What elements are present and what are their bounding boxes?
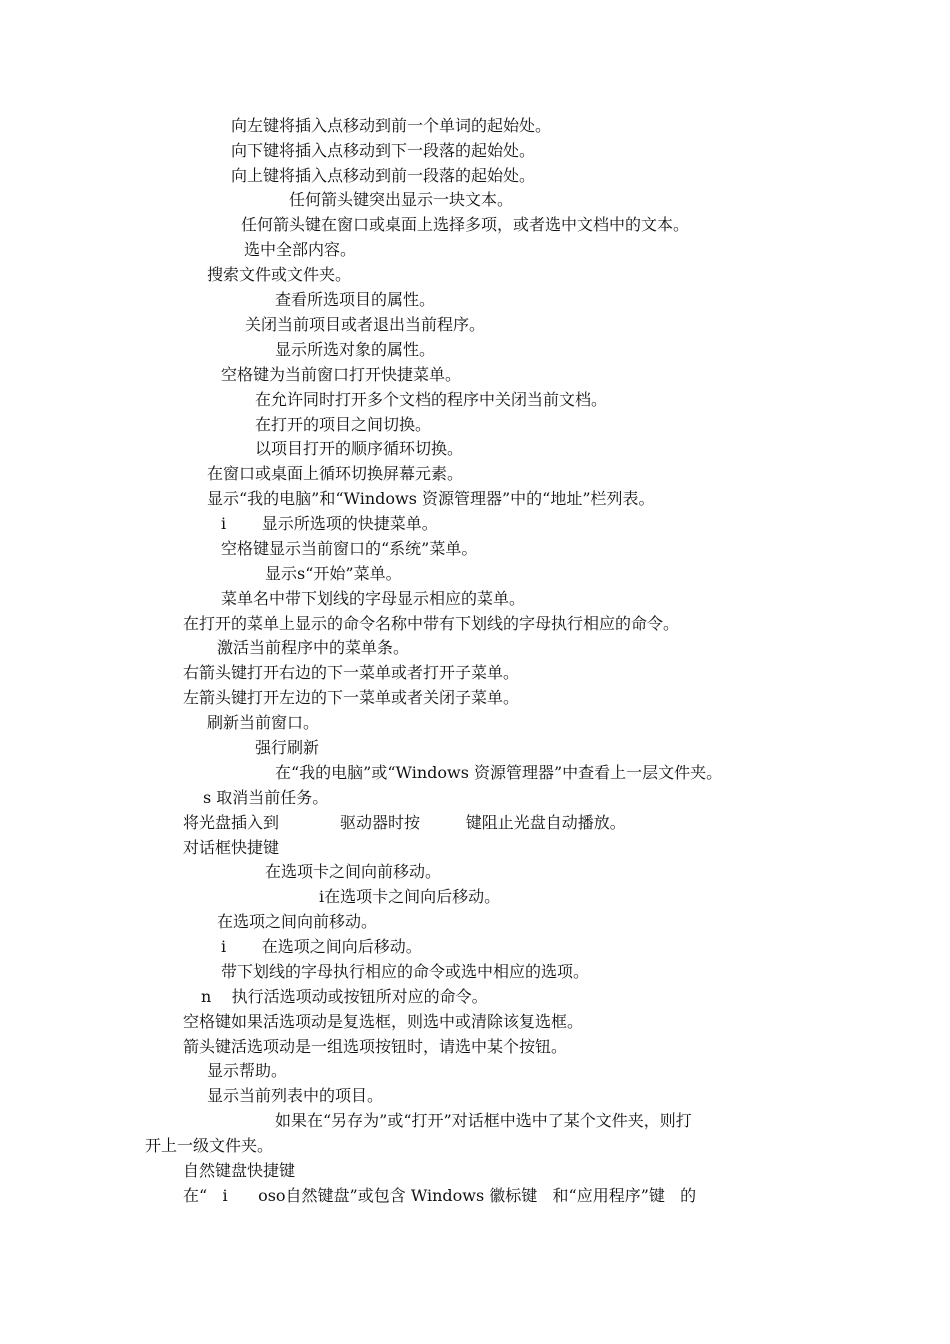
text-line: i在选项卡之间向后移动。 [319, 887, 501, 906]
text-line: 在窗口或桌面上循环切换屏幕元素。 [207, 464, 464, 483]
text-line: 显示当前列表中的项目。 [207, 1086, 384, 1105]
text-line: i 在选项之间向后移动。 [221, 937, 422, 956]
text-line: 在选项之间向前移动。 [217, 912, 378, 931]
text-line: 搜索文件或文件夹。 [207, 265, 352, 284]
text-line: 将光盘插入到 驱动器时按 键阻止光盘自动播放。 [183, 813, 626, 832]
text-line: i 显示所选项的快捷菜单。 [221, 514, 438, 533]
text-line: 菜单名中带下划线的字母显示相应的菜单。 [221, 589, 526, 608]
text-line: 以项目打开的顺序循环切换。 [255, 439, 464, 458]
text-line: 向上键将插入点移动到前一段落的起始处。 [231, 166, 536, 185]
text-line: 空格键为当前窗口打开快捷菜单。 [221, 365, 462, 384]
text-line: 在选项卡之间向前移动。 [265, 862, 442, 881]
text-line: 空格键显示当前窗口的“系统”菜单。 [221, 539, 478, 558]
text-line: 如果在“另存为”或“打开”对话框中选中了某个文件夹，则打 [275, 1111, 692, 1130]
section-heading: 自然键盘快捷键 [183, 1161, 296, 1180]
text-line: 在打开的菜单上显示的命令名称中带有下划线的字母执行相应的命令。 [183, 614, 680, 633]
text-line: 箭头键活选项动是一组选项按钮时，请选中某个按钮。 [183, 1037, 568, 1056]
text-line: 在打开的项目之间切换。 [255, 415, 432, 434]
text-line: 向下键将插入点移动到下一段落的起始处。 [231, 141, 536, 160]
text-line: n 执行活选项动或按钮所对应的命令。 [201, 987, 488, 1006]
text-line: 右箭头键打开右边的下一菜单或者打开子菜单。 [183, 663, 520, 682]
text-line: s 取消当前任务。 [203, 788, 329, 807]
text-line: 选中全部内容。 [244, 240, 357, 259]
text-line: 强行刷新 [255, 738, 320, 757]
text-line: 空格键如果活选项动是复选框，则选中或清除该复选框。 [183, 1012, 584, 1031]
text-line: 显示s“开始”菜单。 [265, 564, 402, 583]
text-line: 关闭当前项目或者退出当前程序。 [245, 315, 486, 334]
text-line: 任何箭头键突出显示一块文本。 [289, 190, 514, 209]
text-line: 刷新当前窗口。 [207, 713, 320, 732]
text-line: 向左键将插入点移动到前一个单词的起始处。 [231, 116, 552, 135]
text-line: 显示“我的电脑”和“Windows 资源管理器”中的“地址”栏列表。 [207, 489, 655, 508]
text-line: 显示所选对象的属性。 [275, 340, 436, 359]
text-line: 在“ i oso自然键盘”或包含 Windows 徽标键 和“应用程序”键 的 [183, 1186, 697, 1205]
text-line: 左箭头键打开左边的下一菜单或者关闭子菜单。 [183, 688, 520, 707]
text-line: 带下划线的字母执行相应的命令或选中相应的选项。 [221, 962, 590, 981]
text-line: 对话框快捷键 [183, 838, 280, 857]
text-line: 查看所选项目的属性。 [275, 290, 436, 309]
text-line: 在“我的电脑”或“Windows 资源管理器”中查看上一层文件夹。 [275, 763, 723, 782]
text-line: 在允许同时打开多个文档的程序中关闭当前文档。 [255, 390, 608, 409]
text-line: 显示帮助。 [207, 1061, 288, 1080]
text-line: 激活当前程序中的菜单条。 [217, 638, 410, 657]
text-line: 任何箭头键在窗口或桌面上选择多项，或者选中文档中的文本。 [241, 215, 690, 234]
text-line: 开上一级文件夹。 [145, 1136, 274, 1155]
